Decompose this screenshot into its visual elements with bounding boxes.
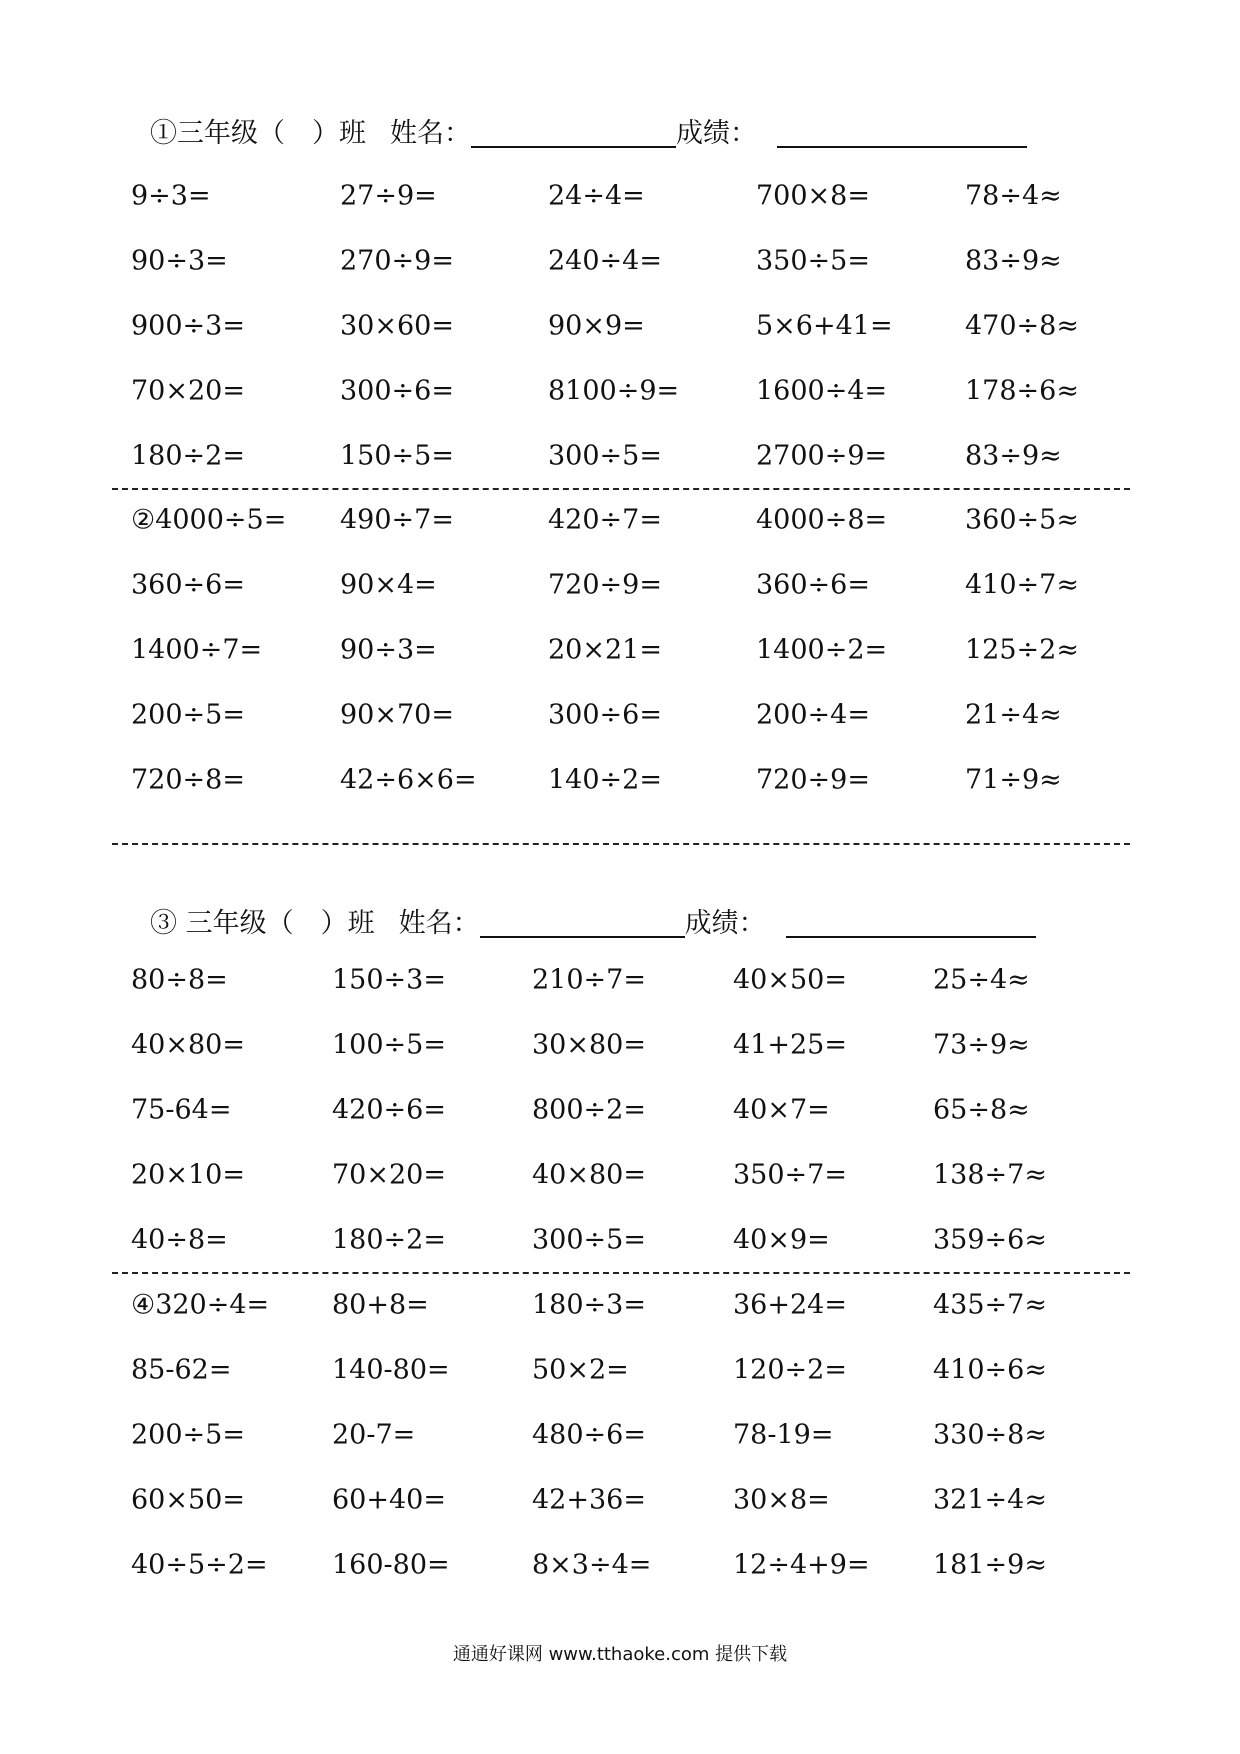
- math-problem: 480÷6=: [532, 1419, 646, 1451]
- worksheet-header-1: [150, 110, 1027, 150]
- math-problem: 70×20=: [131, 375, 245, 407]
- problem-grid-2: [0, 504, 1240, 845]
- problem-grid-3: [0, 964, 1240, 1305]
- math-problem: 240÷4=: [548, 245, 662, 277]
- math-problem: 25÷4≈: [933, 964, 1030, 996]
- math-problem: 83÷9≈: [965, 440, 1062, 472]
- score-label: 成绩：: [684, 908, 766, 939]
- math-problem: 330÷8≈: [933, 1419, 1047, 1451]
- math-problem: 30×8=: [733, 1484, 830, 1516]
- math-problem: 410÷7≈: [965, 569, 1079, 601]
- math-problem: 70×20=: [332, 1159, 446, 1191]
- math-problem: 71÷9≈: [965, 764, 1062, 796]
- math-problem: 41+25=: [733, 1029, 847, 1061]
- math-problem: 90×9=: [548, 310, 645, 342]
- math-problem: 1400÷2=: [756, 634, 888, 666]
- name-blank-line[interactable]: [480, 906, 685, 938]
- grade-class-label: ①三年级（ ）班: [150, 118, 366, 149]
- dashed-divider: [112, 488, 1130, 490]
- math-problem: 178÷6≈: [965, 375, 1079, 407]
- math-problem: 435÷7≈: [933, 1289, 1047, 1321]
- math-problem: 160-80=: [332, 1549, 450, 1581]
- math-problem: 125÷2≈: [965, 634, 1079, 666]
- math-problem: 40÷5÷2=: [131, 1549, 268, 1581]
- math-problem: 300÷6=: [548, 699, 662, 731]
- math-problem: 150÷3=: [332, 964, 446, 996]
- math-problem: 210÷7=: [532, 964, 646, 996]
- math-problem: 40×7=: [733, 1094, 830, 1126]
- math-problem: 78÷4≈: [965, 180, 1062, 212]
- math-problem: 720÷8=: [131, 764, 245, 796]
- math-problem: 80+8=: [332, 1289, 429, 1321]
- math-problem: 360÷6=: [131, 569, 245, 601]
- name-blank-line[interactable]: [471, 116, 676, 148]
- math-problem: 470÷8≈: [965, 310, 1079, 342]
- math-problem: 30×80=: [532, 1029, 646, 1061]
- footer-credit: 通通好课网 www.tthaoke.com 提供下载: [452, 1644, 788, 1665]
- math-problem: 140÷2=: [548, 764, 662, 796]
- math-problem: 24÷4=: [548, 180, 645, 212]
- math-problem: 42+36=: [532, 1484, 646, 1516]
- math-problem: 360÷5≈: [965, 504, 1079, 536]
- score-blank-line[interactable]: [777, 116, 1027, 148]
- math-problem: 90÷3=: [131, 245, 228, 277]
- math-problem: 1400÷7=: [131, 634, 263, 666]
- math-problem: 83÷9≈: [965, 245, 1062, 277]
- math-problem: 90×4=: [340, 569, 437, 601]
- math-problem: 20-7=: [332, 1419, 416, 1451]
- math-problem: 40÷8=: [131, 1224, 228, 1256]
- dashed-divider: [112, 843, 1130, 845]
- math-problem: 36+24=: [733, 1289, 847, 1321]
- math-problem: 200÷5=: [131, 1419, 245, 1451]
- math-problem: 420÷7=: [548, 504, 662, 536]
- math-problem: 180÷2=: [131, 440, 245, 472]
- math-problem: 350÷5=: [756, 245, 870, 277]
- math-problem: 27÷9=: [340, 180, 437, 212]
- math-problem: 150÷5=: [340, 440, 454, 472]
- problem-grid-1: [0, 180, 1240, 521]
- math-problem: 100÷5=: [332, 1029, 446, 1061]
- math-problem: 50×2=: [532, 1354, 629, 1386]
- math-problem: 5×6+41=: [756, 310, 893, 342]
- math-problem: 90×70=: [340, 699, 454, 731]
- math-problem: 90÷3=: [340, 634, 437, 666]
- math-problem: 360÷6=: [756, 569, 870, 601]
- math-problem: 75-64=: [131, 1094, 232, 1126]
- math-problem: 350÷7=: [733, 1159, 847, 1191]
- math-problem: 270÷9=: [340, 245, 454, 277]
- problem-row: [0, 1549, 1240, 1630]
- name-label: 姓名：: [398, 908, 480, 939]
- math-problem: 321÷4≈: [933, 1484, 1047, 1516]
- math-problem: 85-62=: [131, 1354, 232, 1386]
- math-problem: 40×80=: [131, 1029, 245, 1061]
- math-problem: 60×50=: [131, 1484, 245, 1516]
- problem-row: [0, 764, 1240, 845]
- math-problem: 900÷3=: [131, 310, 245, 342]
- score-blank-line[interactable]: [786, 906, 1036, 938]
- math-problem: 30×60=: [340, 310, 454, 342]
- dashed-divider: [112, 1272, 1130, 1274]
- math-problem: 420÷6=: [332, 1094, 446, 1126]
- math-problem: 700×8=: [756, 180, 870, 212]
- grade-class-label: ③ 三年级（ ）班: [150, 908, 375, 939]
- math-problem: 40×50=: [733, 964, 847, 996]
- math-problem: 138÷7≈: [933, 1159, 1047, 1191]
- math-problem: 410÷6≈: [933, 1354, 1047, 1386]
- math-problem: 300÷6=: [340, 375, 454, 407]
- math-problem: 200÷4=: [756, 699, 870, 731]
- math-problem: ④320÷4=: [131, 1289, 270, 1321]
- math-problem: 300÷5=: [532, 1224, 646, 1256]
- problem-grid-4: [0, 1289, 1240, 1630]
- math-problem: 120÷2=: [733, 1354, 847, 1386]
- math-problem: 1600÷4=: [756, 375, 888, 407]
- math-problem: 800÷2=: [532, 1094, 646, 1126]
- math-problem: 2700÷9=: [756, 440, 888, 472]
- math-problem: 21÷4≈: [965, 699, 1062, 731]
- math-problem: 300÷5=: [548, 440, 662, 472]
- math-problem: 490÷7=: [340, 504, 454, 536]
- math-problem: 42÷6×6=: [340, 764, 477, 796]
- math-problem: 12÷4+9=: [733, 1549, 870, 1581]
- math-problem: 8×3÷4=: [532, 1549, 652, 1581]
- math-problem: 78-19=: [733, 1419, 834, 1451]
- math-problem: ②4000÷5=: [131, 504, 287, 536]
- math-problem: 180÷3=: [532, 1289, 646, 1321]
- math-problem: 359÷6≈: [933, 1224, 1047, 1256]
- math-problem: 20×10=: [131, 1159, 245, 1191]
- math-problem: 80÷8=: [131, 964, 228, 996]
- math-problem: 65÷8≈: [933, 1094, 1030, 1126]
- math-problem: 720÷9=: [548, 569, 662, 601]
- math-problem: 40×9=: [733, 1224, 830, 1256]
- math-problem: 4000÷8=: [756, 504, 888, 536]
- math-problem: 8100÷9=: [548, 375, 680, 407]
- math-problem: 40×80=: [532, 1159, 646, 1191]
- math-problem: 60+40=: [332, 1484, 446, 1516]
- math-problem: 140-80=: [332, 1354, 450, 1386]
- math-problem: 200÷5=: [131, 699, 245, 731]
- score-label: 成绩：: [676, 118, 757, 149]
- math-problem: 180÷2=: [332, 1224, 446, 1256]
- math-problem: 20×21=: [548, 634, 662, 666]
- math-problem: 9÷3=: [131, 180, 211, 212]
- math-problem: 73÷9≈: [933, 1029, 1030, 1061]
- worksheet-header-3: [150, 900, 1036, 940]
- math-problem: 181÷9≈: [933, 1549, 1047, 1581]
- math-problem: 720÷9=: [756, 764, 870, 796]
- name-label: 姓名：: [390, 118, 471, 149]
